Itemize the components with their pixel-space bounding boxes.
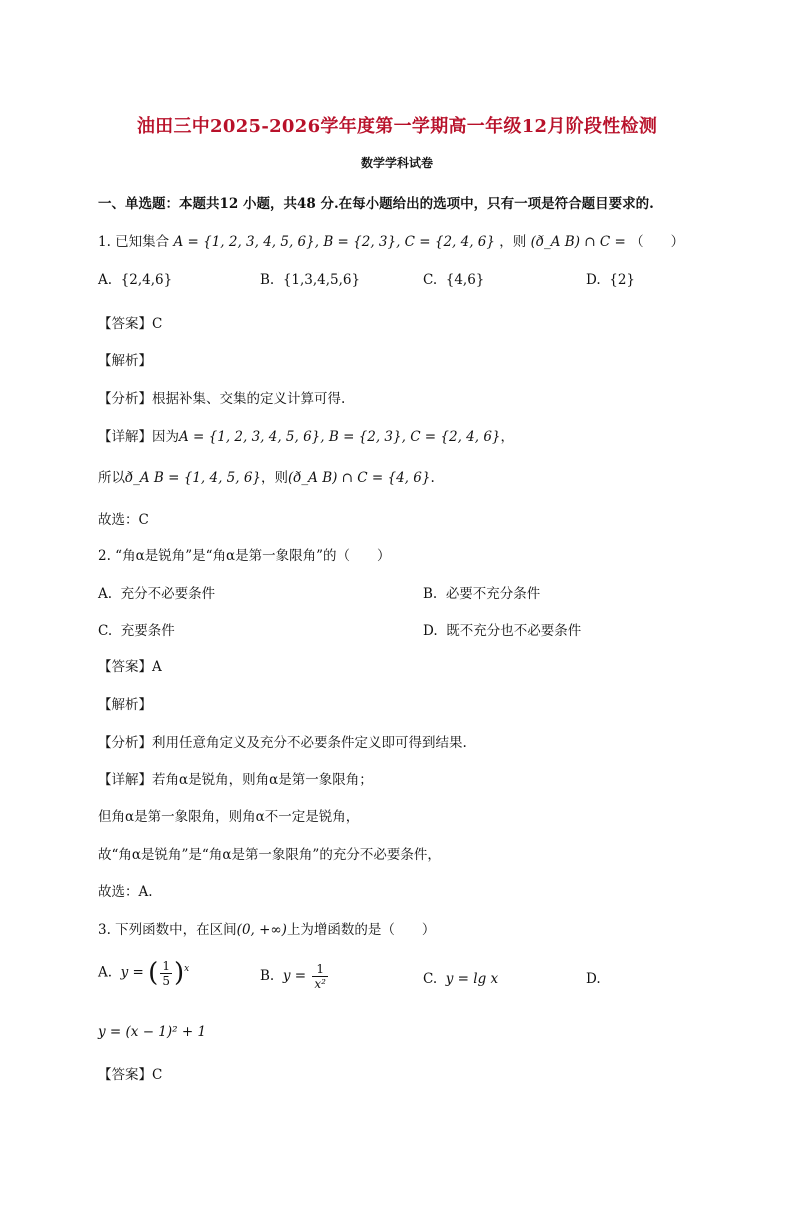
q1-blank: （ ） <box>630 234 685 250</box>
q1-option-b: B. {1,3,4,5,6} <box>260 272 361 288</box>
q2-line2: 但角α是第一象限角，则角α不一定是锐角， <box>98 809 360 825</box>
q1-stem <box>98 230 684 250</box>
q1-sets: A = {1, 2, 3, 4, 5, 6}, B = {2, 3}, C = {2, 4, 6} <box>173 234 495 250</box>
page-title: 油田三中2025-2026学年度第一学期高一年级12月阶段性检测 <box>136 116 658 137</box>
q3-option-b: B. y = $\frac{1}{\text{x²}}$ <box>260 962 326 991</box>
q3-option-c: C. y = lg x <box>423 971 499 987</box>
q3-option-a: A. y = ( $\frac{1}{5}$ )$^x$ <box>98 958 190 988</box>
q1-fenxi: 【分析】根据补集、交集的定义计算可得. <box>98 391 346 407</box>
q2-option-a: A. 充分不必要条件 <box>98 586 216 602</box>
q1-option-d: D. {2} <box>586 272 636 288</box>
q1-then: ，则 <box>499 234 527 250</box>
q3-option-d-label: D. <box>586 971 601 987</box>
q1-solution-line: 所以ð_A B = {1, 4, 5, 6}，则(ð_A B) ∩ C = {4, 6}. <box>98 470 435 486</box>
q1-prefix: 1. 已知集合 <box>98 234 170 250</box>
q1-xiangjie: 【详解】因为A = {1, 2, 3, 4, 5, 6}, B = {2, 3}, C = {2, 4, 6}， <box>98 429 515 445</box>
q2-option-d: D. 既不充分也不必要条件 <box>423 623 582 639</box>
q2-line3: 故“角α是锐角”是“角α是第一象限角”的充分不必要条件， <box>98 847 441 863</box>
q1-option-a: A. {2,4,6} <box>98 272 173 288</box>
q2-fenxi: 【分析】利用任意角定义及充分不必要条件定义即可得到结果. <box>98 735 467 751</box>
q1-choice: 故选：C <box>98 512 149 528</box>
page-subtitle: 数学学科试卷 <box>360 156 433 170</box>
q1-analysis-label: 【解析】 <box>98 353 152 369</box>
q3-option-d-formula: y = (x − 1)² + 1 <box>98 1024 207 1040</box>
q2-option-c: C. 充要条件 <box>98 623 175 639</box>
q3-stem: 3. 下列函数中，在区间(0, +∞)上为增函数的是（ ） <box>98 922 436 938</box>
q2-choice: 故选：A. <box>98 884 153 900</box>
q2-analysis-label: 【解析】 <box>98 697 152 713</box>
q2-stem: 2. “角α是锐角”是“角α是第一象限角”的（ ） <box>98 548 391 564</box>
q3-answer: 【答案】C <box>98 1067 163 1083</box>
q2-option-b: B. 必要不充分条件 <box>423 586 541 602</box>
q2-xiangjie: 【详解】若角α是锐角，则角α是第一象限角； <box>98 772 373 788</box>
q1-option-c: C. {4,6} <box>423 272 485 288</box>
q1-answer: 【答案】C <box>98 316 163 332</box>
section-heading: 一、单选题：本题共12 小题，共48 分.在每小题给出的选项中，只有一项是符合题目要求的. <box>98 196 654 212</box>
q2-answer: 【答案】A <box>98 659 162 675</box>
q1-expr: (ð_A B) ∩ C = <box>530 234 626 250</box>
